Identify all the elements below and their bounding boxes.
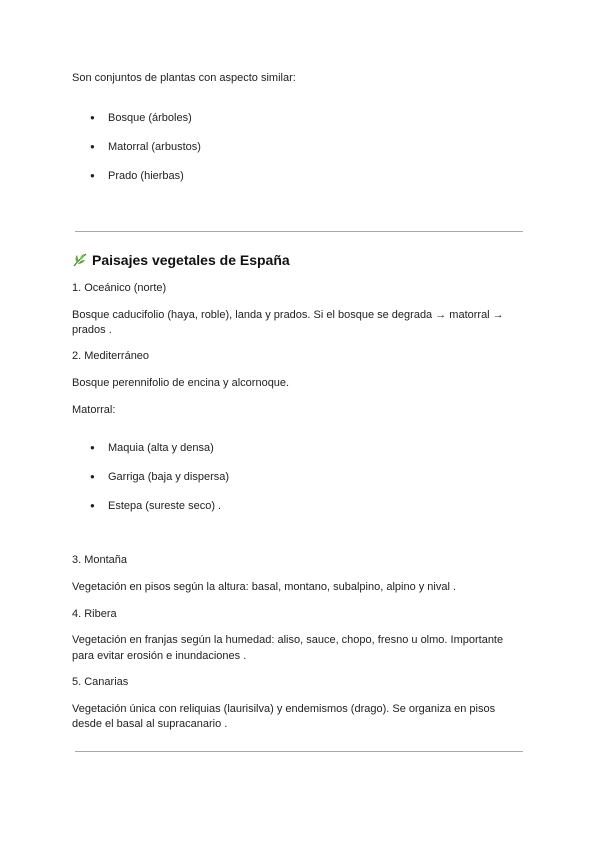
intro-text: Son conjuntos de plantas con aspecto similar: [72,72,296,84]
list-item: ● Estepa (sureste seco) . [72,498,512,514]
list-item: ● Bosque (árboles) [72,110,512,126]
mediterraneo-text: Bosque perennifolio de encina y alcornoque. [72,377,290,389]
montana-heading: 3. Montaña [72,554,128,566]
oceanico-text-line1: Bosque caducifolio (haya, roble), landa y prados. Si el bosque se degrada → matorral → [72,309,504,321]
ribera-heading: 4. Ribera [72,608,117,620]
list-item: ● Matorral (arbustos) [72,139,512,155]
ribera-text-line2: para evitar erosión e inundaciones . [72,650,247,662]
divider [75,231,523,232]
vegetation-types-list [72,110,512,184]
montana-text: Vegetación en pisos según la altura: basal, montano, subalpino, alpino y nival . [72,581,457,593]
list-item: ● Prado (hierbas) [72,168,512,184]
mediterraneo-heading: 2. Mediterráneo [72,350,150,362]
canarias-text-line1: Vegetación única con reliquias (laurisilva) y endemismos (drago). Se organiza en pisos [72,703,496,715]
list-item: ● Maquia (alta y densa) [72,440,512,456]
list-item: ● Garriga (baja y dispersa) [72,469,512,485]
oceanico-heading: 1. Oceánico (norte) [72,282,167,294]
canarias-text-line2: desde el basal al supracanario . [72,718,228,730]
ribera-text-line1: Vegetación en franjas según la humedad: aliso, sauce, chopo, fresno u olmo. Importante [72,634,504,646]
oceanico-text-line2: prados . [72,324,112,336]
section-title [72,251,290,269]
matorral-label: Matorral: [72,404,116,416]
section-title-text: Paisajes vegetales de España [92,252,290,268]
divider [75,751,523,752]
herb-leaf-icon [72,252,88,268]
canarias-heading: 5. Canarias [72,676,129,688]
matorral-list [72,440,512,514]
